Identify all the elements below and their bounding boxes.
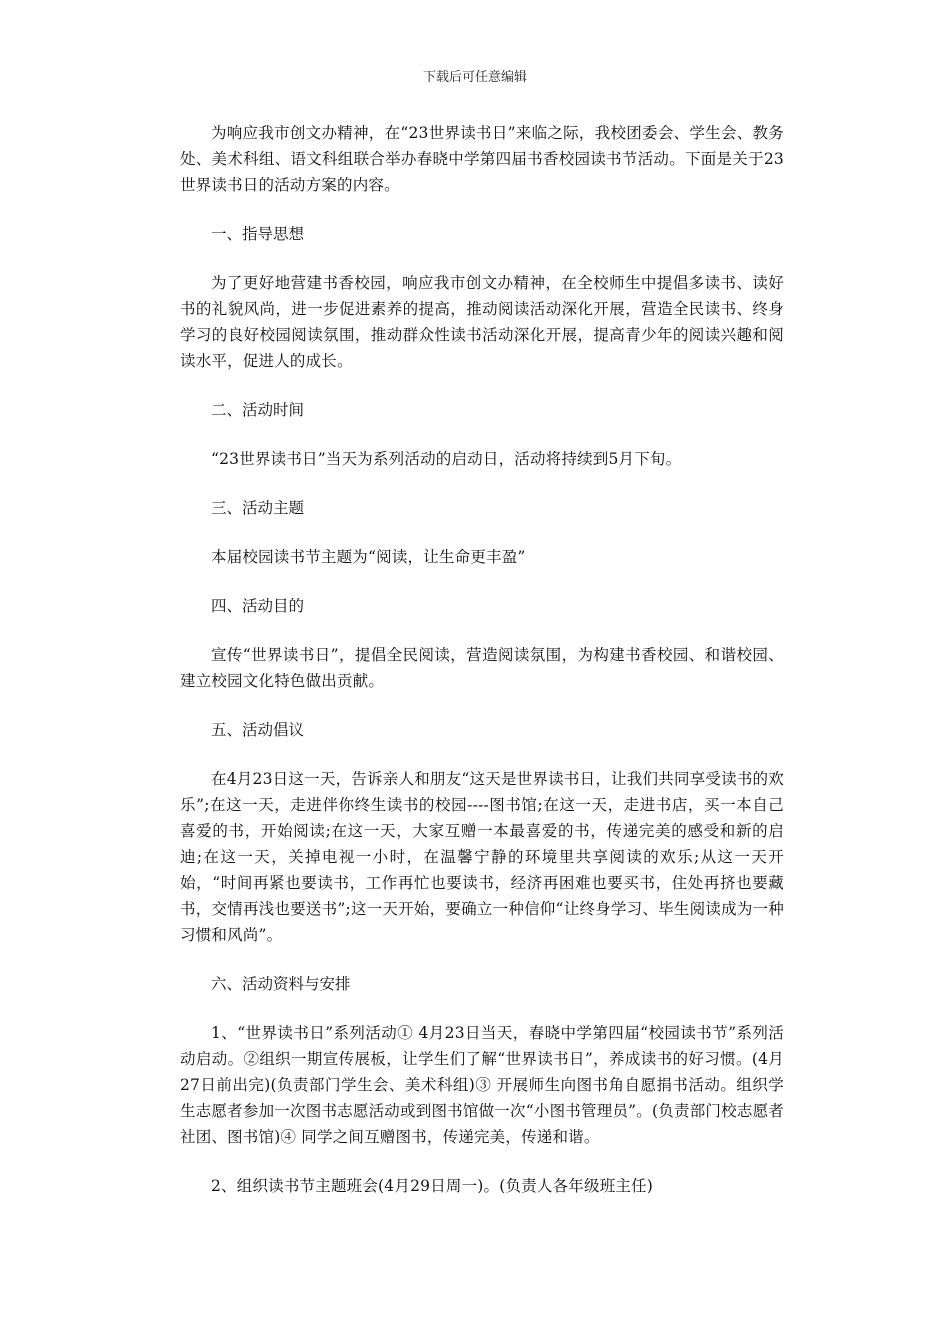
activity-purpose-paragraph: 宣传“世界读书日”，提倡全民阅读，营造阅读氛围，为构建书香校园、和谐校园、建立校园文化特色做出贡献。 [180, 646, 784, 690]
section-heading-activity-purpose: 四、活动目的 [211, 597, 305, 615]
section-heading-activity-arrangement: 六、活动资料与安排 [211, 975, 351, 993]
section-heading-activity-theme: 三、活动主题 [211, 499, 305, 517]
activity-initiative-paragraph: 在4月23日这一天，告诉亲人和朋友“这天是世界读书日，让我们共同享受读书的欢乐”;在这一天，走进伴你终生读书的校园----图书馆;在这一天，走进书店，买一本自己喜爱的书，开始阅读;在这一天，大家互赠一本最喜爱的书，传递完美的感受和新的启迪;在这一天，关掉电视一小时，在温馨宁静的环境里共享阅读的欢乐;从这一天开始，“时间再紧也要读书，工作再忙也要读书，经济再困难也要买书，住处再挤也要藏书，交情再浅也要送书”;这一天开始，要确立一种信仰“让终身学习、毕生阅读成为一种习惯和风尚”。 [180, 770, 784, 944]
guiding-ideology-paragraph: 为了更好地营建书香校园，响应我市创文办精神，在全校师生中提倡多读书、读好书的礼貌风尚，进一步促进素养的提高，推动阅读活动深化开展，营造全民读书、终身学习的良好校园阅读氛围，推动群众性读书活动深化开展，提高青少年的阅读兴趣和阅读水平，促进人的成长。 [180, 274, 784, 370]
page-header: 下载后可任意编辑 [422, 70, 527, 85]
intro-paragraph: 为响应我市创文办精神，在“23世界读书日”来临之际，我校团委会、学生会、教务处、美术科组、语文科组联合举办春晓中学第四届书香校园读书节活动。下面是关于23世界读书日的活动方案的内容。 [180, 124, 784, 194]
document-body [180, 120, 784, 1222]
arrangement-item-1: 1、“世界读书日”系列活动① 4月23日当天，春晓中学第四届“校园读书节”系列活动启动。②组织一期宣传展板，让学生们了解“世界读书日”，养成读书的好习惯。(4月27日前出完)(负责部门学生会、美术科组)③ 开展师生向图书角自愿捐书活动。组织学生志愿者参加一次图书志愿活动或到图书馆做一次“小图书管理员”。(负责部门校志愿者社团、图书馆)④ 同学之间互赠图书，传递完美，传递和谐。 [180, 1024, 784, 1146]
section-heading-guiding-ideology: 一、指导思想 [211, 225, 305, 243]
section-heading-activity-time: 二、活动时间 [211, 401, 305, 419]
arrangement-item-2: 2、组织读书节主题班会(4月29日周一)。(负责人各年级班主任) [211, 1177, 654, 1195]
activity-theme-paragraph: 本届校园读书节主题为“阅读，让生命更丰盈” [211, 548, 526, 566]
section-heading-activity-initiative: 五、活动倡议 [211, 721, 305, 739]
activity-time-paragraph: “23世界读书日”当天为系列活动的启动日，活动将持续到5月下旬。 [211, 450, 682, 468]
